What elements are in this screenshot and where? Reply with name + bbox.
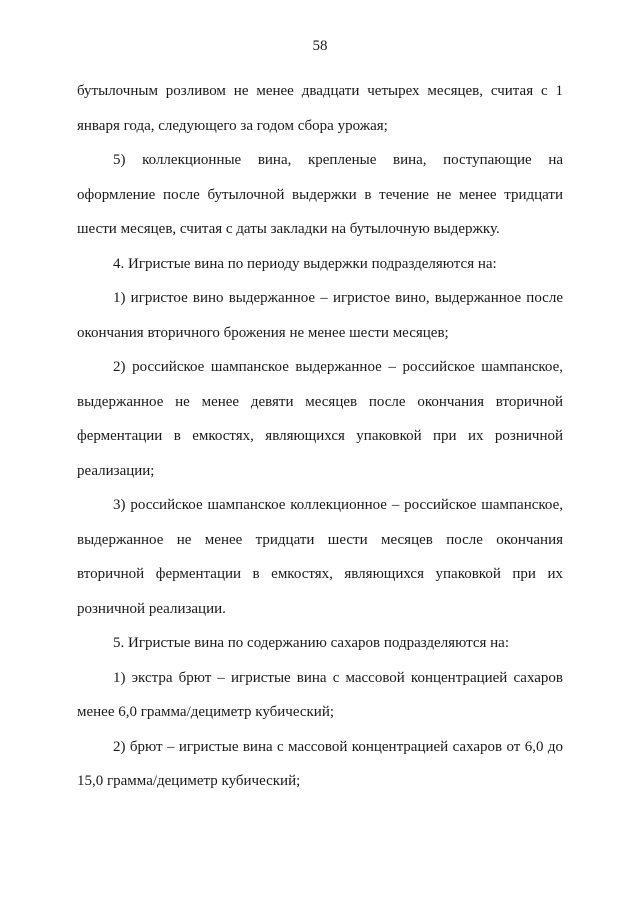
document-body xyxy=(77,74,563,799)
paragraph-item-2-brut: 2) брют – игристые вина с массовой концентрацией сахаров от 6,0 до 15,0 грамма/дециметр кубический; xyxy=(77,738,563,789)
paragraph-continuation: бутылочным розливом не менее двадцати четырех месяцев, считая с 1 января года, следующего за годом сбора урожая; xyxy=(77,83,563,134)
page-number: 58 xyxy=(312,38,328,54)
paragraph-item-1-extra-brut: 1) экстра брют – игристые вина с массовой концентрацией сахаров менее 6,0 грамма/дециметр кубический; xyxy=(77,669,563,720)
paragraph-section-5-heading: 5. Игристые вина по содержанию сахаров подразделяются на: xyxy=(113,635,509,651)
paragraph-section-4-heading: 4. Игристые вина по периоду выдержки подразделяются на: xyxy=(113,255,497,272)
paragraph-item-2-aged-champagne: 2) российское шампанское выдержанное – российское шампанское, выдержанное не менее девяти месяцев после окончания вторичной ферментации в емкостях, являющихся упаковкой при их розничной реализации; xyxy=(77,359,563,479)
paragraph-item-3-collection-champagne: 3) российское шампанское коллекционное – российское шампанское, выдержанное не менее тридцати шести месяцев после окончания вторичной ферментации в емкостях, являющихся упаковкой при их розничной реализации. xyxy=(77,497,563,617)
paragraph-item-1-aged-sparkling: 1) игристое вино выдержанное – игристое вино, выдержанное после окончания вторичного брожения не менее шести месяцев; xyxy=(77,290,563,341)
paragraph-item-5-collection-wines: 5) коллекционные вина, крепленые вина, поступающие на оформление после бутылочной выдержки в течение не менее тридцати шести месяцев, считая с даты закладки на бутылочную выдержку. xyxy=(77,152,563,237)
